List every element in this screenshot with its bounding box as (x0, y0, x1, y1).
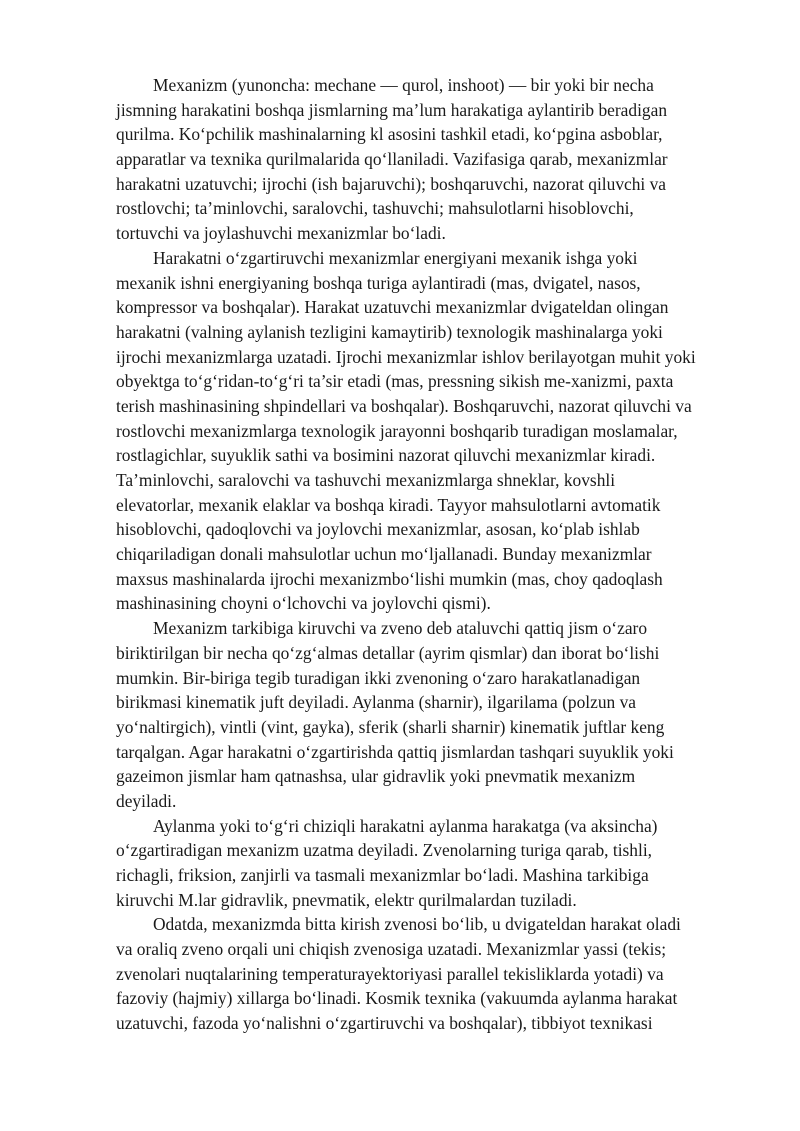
text-line: rostlovchi; ta’minlovchi, saralovchi, tashuvchi; mahsulotlarni hisoblovchi, (116, 198, 634, 219)
text-line: Mexanizm tarkibiga kiruvchi va zveno deb ataluvchi qattiq jism o‘zaro (153, 618, 648, 639)
body-text (116, 73, 726, 1036)
text-line: kiruvchi M.lar gidravlik, pnevmatik, elektr qurilmalardan tuziladi. (116, 889, 577, 910)
text-line: Aylanma yoki to‘g‘ri chiziqli harakatni aylanma harakatga (va aksincha) (153, 815, 658, 836)
text-line: uzatuvchi, fazoda yo‘nalishni o‘zgartiruvchi va boshqalar), tibbiyot texnikasi (116, 1013, 653, 1034)
paragraph-2 (116, 246, 726, 616)
text-line: ijrochi mexanizmlarga uzatadi. Ijrochi mexanizmlar ishlov berilayotgan muhit yoki (116, 346, 696, 367)
paragraph-4 (116, 814, 726, 913)
paragraph-1 (116, 73, 726, 246)
paragraph-3 (116, 616, 726, 814)
text-line: yo‘naltirgich), vintli (vint, gayka), sferik (sharli sharnir) kinematik juftlar keng (116, 716, 665, 737)
text-line: harakatni uzatuvchi; ijrochi (ish bajaruvchi); boshqaruvchi, nazorat qiluvchi va (116, 173, 667, 194)
text-line: qurilma. Ko‘pchilik mashinalarning kl asosini tashkil etadi, ko‘pgina asboblar, (116, 124, 663, 145)
text-line: obyektga to‘g‘ridan-to‘g‘ri ta’sir etadi (mas, pressning sikish me-xanizmi, paxta (116, 371, 674, 392)
text-line: o‘zgartiradigan mexanizm uzatma deyiladi. Zvenolarning turiga qarab, tishli, (116, 840, 653, 861)
text-line: rostlovchi mexanizmlarga texnologik jarayonni boshqarib turadigan moslamalar, (116, 420, 678, 441)
text-line: rostlagichlar, suyuklik sathi va bosimini nazorat qiluvchi mexanizmlar kiradi. (116, 445, 656, 466)
text-line: birikmasi kinematik juft deyiladi. Aylanma (sharnir), ilgarilama (polzun va (116, 692, 636, 713)
text-line: Mexanizm (yunoncha: mechane — qurol, inshoot) — bir yoki bir necha (153, 75, 654, 95)
text-line: tortuvchi va joylashuvchi mexanizmlar bo‘ladi. (116, 223, 446, 244)
text-line: harakatni (valning aylanish tezligini kamaytirib) texnologik mashinalarga yoki (116, 321, 663, 342)
text-line: biriktirilgan bir necha qo‘zg‘almas detallar (ayrim qismlar) dan iborat bo‘lishi (116, 642, 660, 663)
text-line: zvenolari nuqtalarining temperaturayektoriyasi parallel tekisliklarda yotadi) va (116, 963, 664, 984)
text-line: Odatda, mexanizmda bitta kirish zvenosi bo‘lib, u dvigateldan harakat oladi (153, 914, 681, 935)
text-line: fazoviy (hajmiy) xillarga bo‘linadi. Kosmik texnika (vakuumda aylanma harakat (116, 988, 678, 1009)
text-line: va oraliq zveno orqali uni chiqish zvenosiga uzatadi. Mexanizmlar yassi (tekis; (116, 939, 667, 960)
text-line: tarqalgan. Agar harakatni o‘zgartirishda qattiq jismlardan tashqari suyuklik yoki (116, 741, 674, 762)
text-line: richagli, friksion, zanjirli va tasmali mexanizmlar bo‘ladi. Mashina tarkibiga (116, 865, 649, 885)
text-line: apparatlar va texnika qurilmalarida qo‘llaniladi. Vazifasiga qarab, mexanizmlar (116, 149, 668, 170)
text-line: mumkin. Bir-biriga tegib turadigan ikki zvenoning o‘zaro harakatlanadigan (116, 667, 641, 688)
text-line: Ta’minlovchi, saralovchi va tashuvchi mexanizmlarga shneklar, kovshli (116, 470, 616, 490)
text-line: jismning harakatini boshqa jismlarning ma’lum harakatiga aylantirib beradigan (116, 99, 668, 120)
text-line: elevatorlar, mexanik elaklar va boshqa kiradi. Tayyor mahsulotlarni avtomatik (116, 494, 661, 515)
text-line: mashinasining choyni o‘lchovchi va joylovchi qismi). (116, 593, 491, 614)
text-line: kompressor va boshqalar). Harakat uzatuvchi mexanizmlar dvigateldan olingan (116, 297, 669, 318)
text-line: hisoblovchi, qadoqlovchi va joylovchi mexanizmlar, asosan, ko‘plab ishlab (116, 519, 640, 540)
text-line: terish mashinasining shpindellari va boshqalar). Boshqaruvchi, nazorat qiluvchi va (116, 395, 692, 416)
text-line: gazeimon jismlar ham qatnashsa, ular gidravlik yoki pnevmatik mexanizm (116, 766, 636, 787)
paragraph-5 (116, 912, 726, 1035)
text-line: mexanik ishni energiyaning boshqa turiga aylantiradi (mas, dvigatel, nasos, (116, 272, 641, 293)
text-line: chiqariladigan donali mahsulotlar uchun mo‘ljallanadi. Bunday mexanizmlar (116, 544, 652, 565)
text-line: maxsus mashinalarda ijrochi mexanizmbo‘lishi mumkin (mas, choy qadoqlash (116, 568, 663, 589)
text-line: Harakatni o‘zgartiruvchi mexanizmlar energiyani mexanik ishga yoki (153, 247, 638, 268)
text-line: deyiladi. (116, 790, 177, 811)
